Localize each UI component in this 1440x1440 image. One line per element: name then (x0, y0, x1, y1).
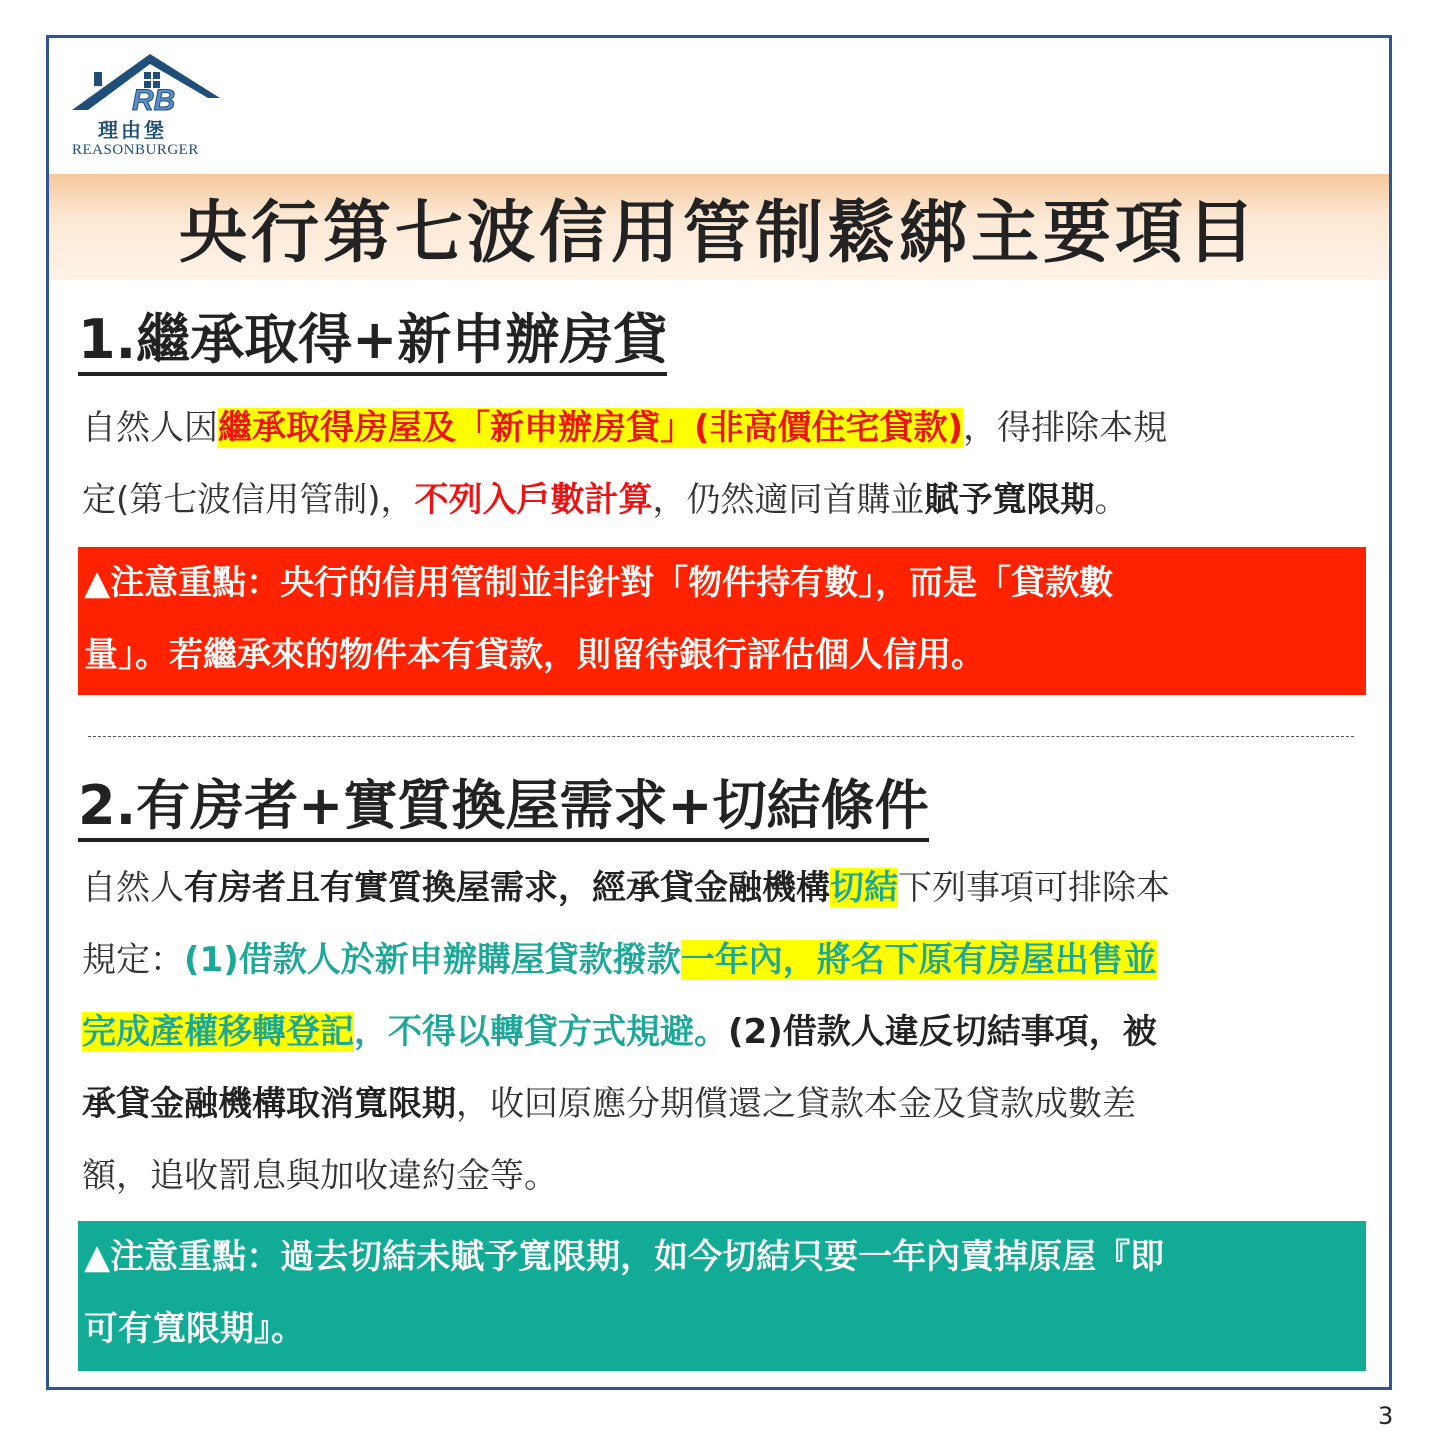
section-divider (88, 736, 1354, 737)
logo-name-en: REASONBURGER (72, 142, 199, 158)
logo-name-cn: 理由堡 (98, 118, 167, 142)
section1-line2: 定(第七波信用管制)，不列入戶數計算，仍然適同首購並賦予寬限期。 (82, 480, 1129, 520)
section2-paragraph (82, 852, 1372, 1212)
red-text: 不列入戶數計算 (414, 480, 653, 520)
section1-note-line2: 量」。若繼承來的物件本有貸款，則留待銀行評估個人信用。 (84, 635, 985, 675)
highlight-teal-text: 切結 (830, 868, 898, 908)
section1-note-line1: ▲注意重點：央行的信用管制並非針對「物件持有數」，而是「貸款數 (84, 563, 1114, 603)
bold-text: 賦予寬限期 (924, 480, 1095, 520)
section1-heading: 1.繼承取得+新申辦房貸 (78, 308, 667, 376)
page-number: 3 (1378, 1402, 1394, 1430)
section2-line1: 自然人有房者且有實質換屋需求，經承貸金融機構切結下列事項可排除本 (82, 868, 1170, 908)
section2-note-line1: ▲注意重點：過去切結未賦予寬限期，如今切結只要一年內賣掉原屋『即 (84, 1237, 1165, 1277)
section1-line1: 自然人因繼承取得房屋及「新申辦房貸」(非高價住宅貸款)，得排除本規 (82, 408, 1168, 448)
section2-note-line2: 可有寬限期』。 (84, 1309, 305, 1349)
section2-note (78, 1221, 1366, 1371)
section1-paragraph (82, 392, 1372, 536)
title-banner (49, 174, 1389, 280)
page-title: 央行第七波信用管制鬆綁主要項目 (178, 193, 1259, 273)
house-logo-icon (70, 48, 220, 118)
section1-note (78, 547, 1366, 695)
section2-line4: 承貸金融機構取消寬限期，收回原應分期償還之貸款本金及貸款成數差 (82, 1084, 1136, 1124)
section2-line3: 完成產權移轉登記，不得以轉貸方式規避。(2)借款人違反切結事項，被 (82, 1012, 1157, 1052)
section2-line2: 規定：(1)借款人於新申辦購屋貸款撥款一年內，將名下原有房屋出售並 (82, 940, 1157, 980)
highlight-red-text: 繼承取得房屋及「新申辦房貸」(非高價住宅貸款) (218, 408, 964, 448)
section2-line5: 額，追收罰息與加收違約金等。 (82, 1156, 558, 1196)
logo (70, 48, 220, 166)
section2-heading: 2.有房者+實質換屋需求+切結條件 (78, 774, 929, 842)
logo-mark-text: RB (132, 84, 176, 117)
